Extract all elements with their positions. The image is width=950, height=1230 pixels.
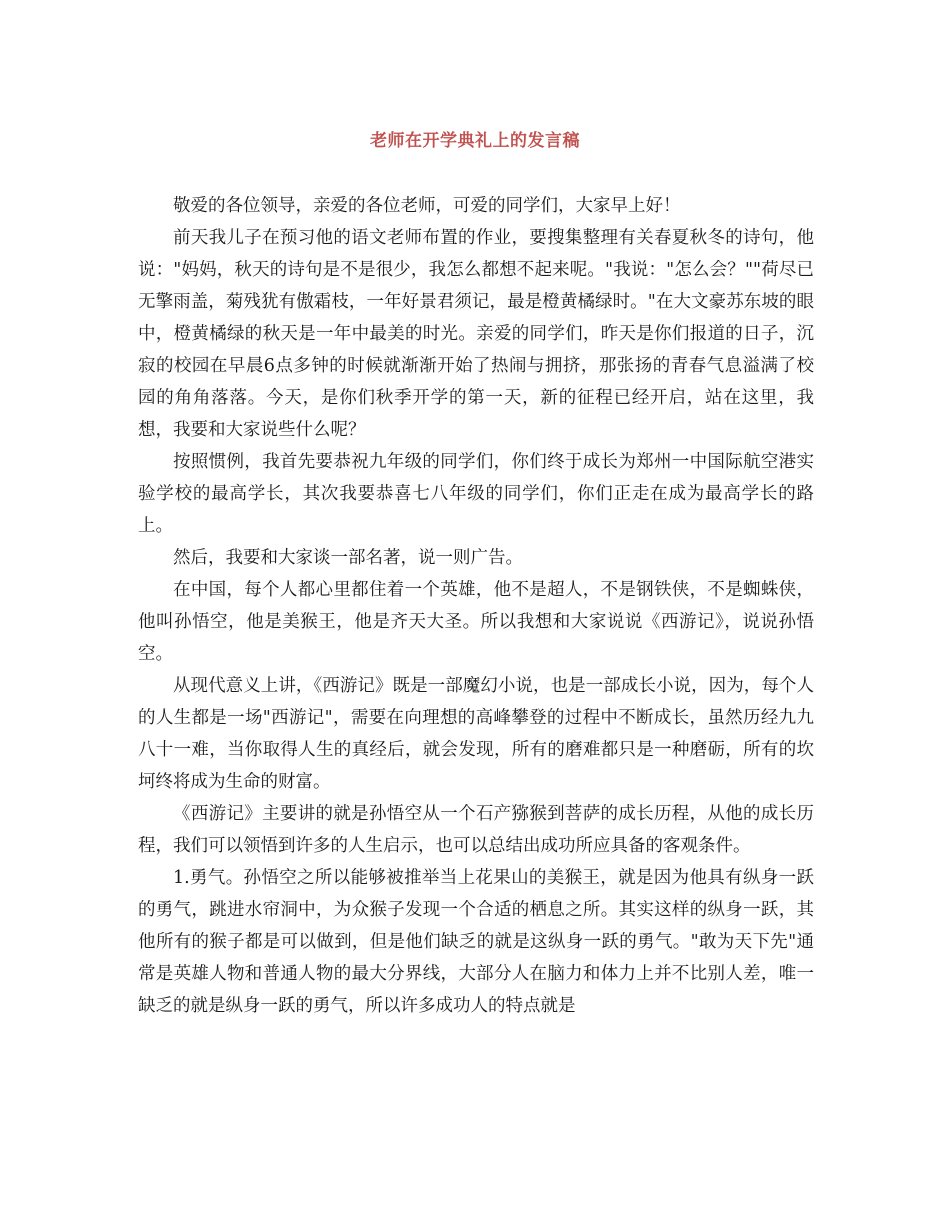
paragraph-growth-novel: 从现代意义上讲，《西游记》既是一部魔幻小说，也是一部成长小说，因为，每个人的人生都是一场"西游记"，需要在向理想的高峰攀登的过程中不断成长，虽然历经九九八十一难，当你取得人生的真经后，就会发现，所有的磨难都只是一种磨砺，所有的坎坷终将成为生命的财富。 <box>138 676 814 792</box>
paragraph-congratulations: 按照惯例，我首先要恭祝九年级的同学们，你们终于成长为郑州一中国际航空港实验学校的最高学长，其次我要恭喜七八年级的同学们，你们正走在成为最高学长的路上。 <box>138 452 814 536</box>
paragraph-hero: 在中国，每个人都心里都住着一个英雄，他不是超人，不是钢铁侠，不是蜘蛛侠，他叫孙悟空，他是美猴王，他是齐天大圣。所以我想和大家说说《西游记》，说说孙悟空。 <box>138 580 814 664</box>
paragraph-topic-intro: 然后，我要和大家谈一部名著，说一则广告。 <box>173 548 523 568</box>
paragraph-autumn-poem: 前天我儿子在预习他的语文老师布置的作业，要搜集整理有关春夏秋冬的诗句，他说："妈妈，秋天的诗句是不是很少，我怎么都想不起来呢。"我说："怎么会？""荷尽已无擎雨盖，菊残犹有傲霜枝，一年好景君须记，最是橙黄橘绿时。"在大文豪苏东坡的眼中，橙黄橘绿的秋天是一年中最美的时光。亲爱的同学们，昨天是你们报道的日子，沉寂的校园在早晨6点多钟的时候就渐渐开始了热闹与拥挤，那张扬的青春气息溢满了校园的角角落落。今天，是你们秋季开学的第一天，新的征程已经开启，站在这里，我想，我要和大家说些什么呢？ <box>138 228 814 440</box>
document-title: 老师在开学典礼上的发言稿 <box>370 131 580 151</box>
paragraph-summary: 《西游记》主要讲的就是孙悟空从一个石产猕猴到菩萨的成长历程，从他的成长历程，我们可以领悟到许多的人生启示，也可以总结出成功所应具备的客观条件。 <box>138 804 814 856</box>
paragraph-courage: 1.勇气。孙悟空之所以能够被推举当上花果山的美猴王，就是因为他具有纵身一跃的勇气，跳进水帘洞中，为众猴子发现一个合适的栖息之所。其实这样的纵身一跃，其他所有的猴子都是可以做到，但是他们缺乏的就是这纵身一跃的勇气。"敢为天下先"通常是英雄人物和普通人物的最大分界线，大部分人在脑力和体力上并不比别人差，唯一缺乏的就是纵身一跃的勇气，所以许多成功人的特点就是 <box>138 868 814 1016</box>
paragraph-greeting: 敬爱的各位领导，亲爱的各位老师，可爱的同学们，大家早上好！ <box>173 196 681 216</box>
document-body <box>138 190 814 1022</box>
